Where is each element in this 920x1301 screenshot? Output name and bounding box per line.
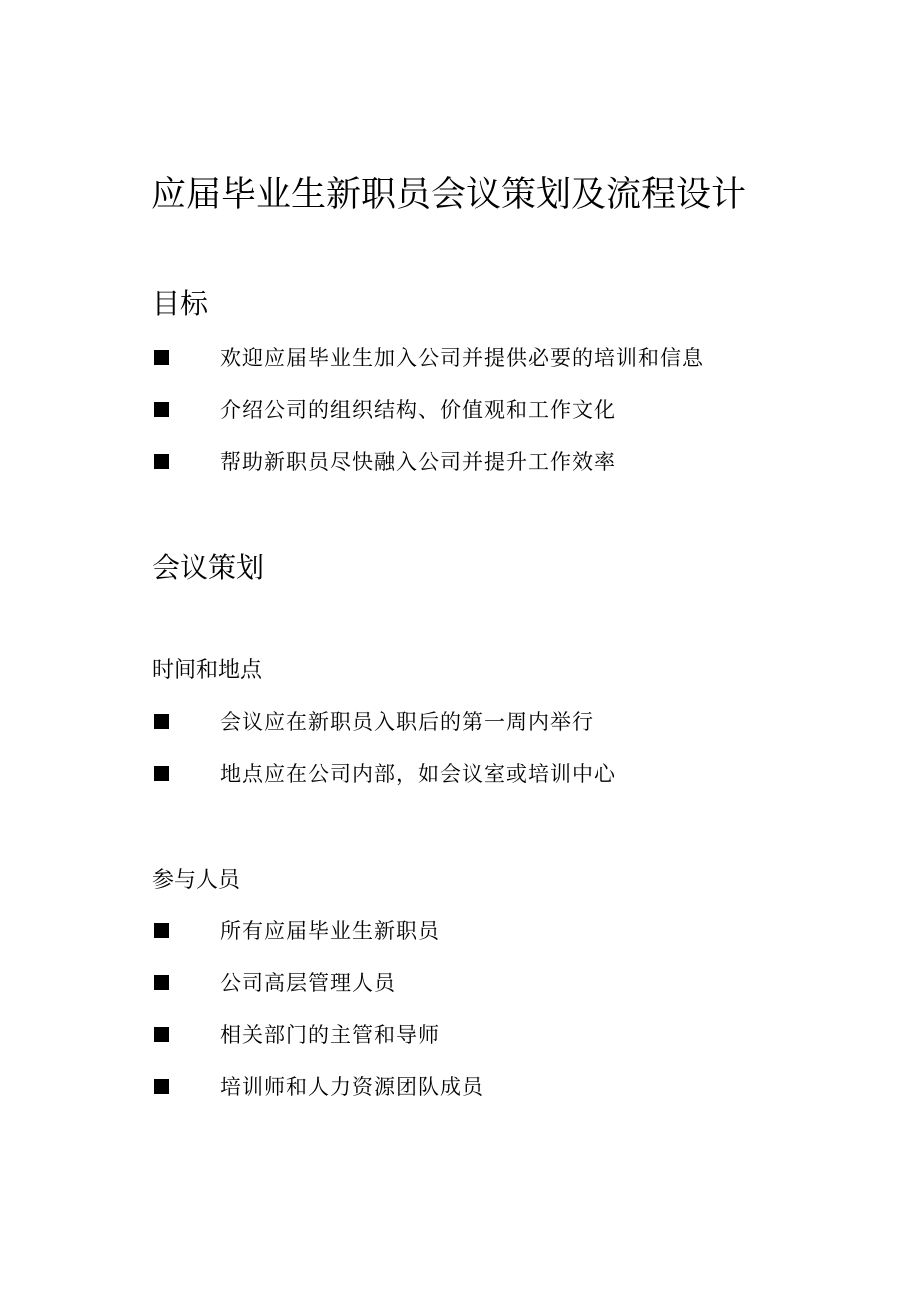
- list-item-text: 帮助新职员尽快融入公司并提升工作效率: [220, 450, 616, 474]
- square-bullet-icon: [154, 766, 169, 781]
- square-bullet-icon: [154, 714, 169, 729]
- subsection-heading-participants: 参与人员: [152, 868, 241, 893]
- list-item-text: 地点应在公司内部，如会议室或培训中心: [220, 762, 616, 786]
- list-item: [154, 708, 834, 738]
- square-bullet-icon: [154, 923, 169, 938]
- square-bullet-icon: [154, 975, 169, 990]
- list-item-text: 会议应在新职员入职后的第一周内举行: [220, 710, 594, 734]
- list-item: [154, 969, 834, 999]
- list-item: [154, 448, 834, 478]
- list-item-text: 公司高层管理人员: [220, 971, 396, 995]
- list-item: [154, 344, 834, 374]
- section-heading-planning: 会议策划: [152, 551, 265, 584]
- subsection-heading-time-place: 时间和地点: [152, 658, 263, 683]
- list-item: [154, 760, 834, 790]
- list-item: [154, 1073, 834, 1103]
- list-item-text: 所有应届毕业生新职员: [220, 919, 440, 943]
- document-title: 应届毕业生新职员会议策划及流程设计: [151, 175, 747, 215]
- list-item: [154, 396, 834, 426]
- square-bullet-icon: [154, 350, 169, 365]
- list-item-text: 相关部门的主管和导师: [220, 1023, 440, 1047]
- list-item-text: 欢迎应届毕业生加入公司并提供必要的培训和信息: [220, 346, 704, 370]
- list-item: [154, 1021, 834, 1051]
- list-item-text: 培训师和人力资源团队成员: [220, 1075, 484, 1099]
- square-bullet-icon: [154, 454, 169, 469]
- section-heading-goals: 目标: [152, 287, 209, 320]
- square-bullet-icon: [154, 1079, 169, 1094]
- square-bullet-icon: [154, 1027, 169, 1042]
- square-bullet-icon: [154, 402, 169, 417]
- list-item: [154, 917, 834, 947]
- list-item-text: 介绍公司的组织结构、价值观和工作文化: [220, 398, 616, 422]
